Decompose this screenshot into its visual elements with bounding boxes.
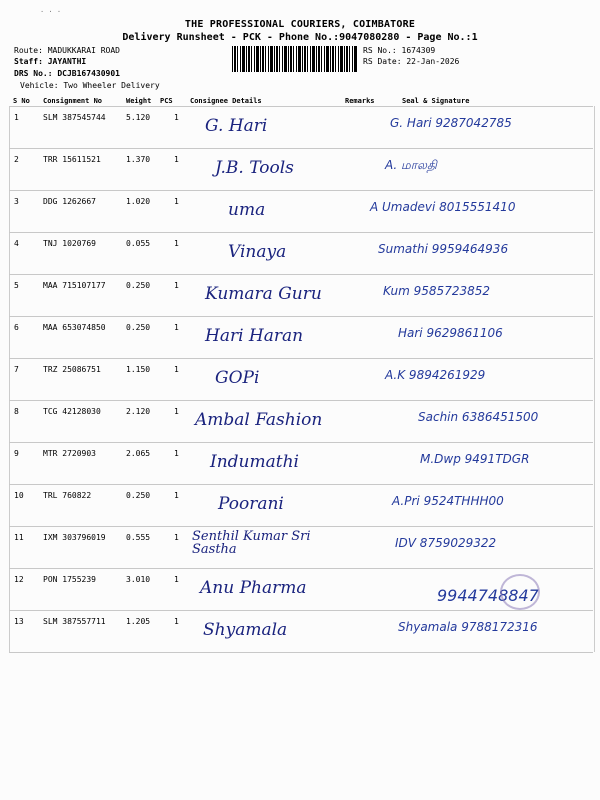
row-consignee-handwritten: J.B. Tools: [215, 158, 294, 178]
row-weight: 0.555: [126, 533, 151, 542]
row-sno: 8: [14, 407, 19, 416]
row-pcs: 1: [174, 197, 179, 206]
row-consignee-handwritten: Vinaya: [228, 242, 287, 262]
row-signature: IDV 8759029322: [395, 536, 497, 550]
row-weight: 2.065: [126, 449, 151, 458]
row-sno: 12: [14, 575, 24, 584]
row-pcs: 1: [174, 533, 179, 542]
row-signature: A. மாலதி: [385, 158, 437, 172]
route-label: Route: MADUKKARAI ROAD: [14, 46, 120, 55]
row-sno: 6: [14, 323, 19, 332]
row-pcs: 1: [174, 617, 179, 626]
row-consignee-handwritten: Ambal Fashion: [195, 410, 323, 430]
row-signature: A Umadevi 8015551410: [370, 200, 516, 214]
runsheet-subtitle: Delivery Runsheet - PCK - Phone No.:9047080280 - Page No.:1: [122, 32, 478, 43]
row-consignment-no: TCG 42128030: [43, 407, 101, 416]
row-pcs: 1: [174, 113, 179, 122]
rs-number: RS No.: 1674309: [363, 46, 436, 55]
company-title: THE PROFESSIONAL COURIERS, COIMBATORE: [184, 19, 416, 30]
row-consignee-handwritten: Indumathi: [210, 452, 299, 472]
rs-date: RS Date: 22-Jan-2026: [363, 57, 460, 66]
row-consignment-no: TRZ 25086751: [43, 365, 101, 374]
row-sno: 5: [14, 281, 19, 290]
rubber-stamp: [500, 574, 540, 610]
row-signature: Hari 9629861106: [398, 326, 503, 340]
table-row: [0, 358, 600, 400]
row-consignee-handwritten: Kumara Guru: [205, 284, 322, 304]
table-row: [0, 526, 600, 568]
row-consignment-no: DDG 1262667: [43, 197, 96, 206]
table-row: [0, 232, 600, 274]
row-consignment-no: TNJ 1020769: [43, 239, 96, 248]
row-pcs: 1: [174, 239, 179, 248]
row-consignee-handwritten: Poorani: [218, 494, 284, 514]
scan-specks: · · ·: [40, 8, 62, 16]
table-row: [0, 106, 600, 148]
row-consignment-no: TRR 15611521: [43, 155, 101, 164]
row-consignee-handwritten: uma: [228, 200, 266, 220]
row-sno: 13: [14, 617, 24, 626]
row-weight: 1.205: [126, 617, 151, 626]
vehicle-label: Vehicle: Two Wheeler Delivery: [20, 81, 160, 90]
row-pcs: 1: [174, 407, 179, 416]
row-pcs: 1: [174, 281, 179, 290]
col-seal: Seal & Signature: [402, 97, 470, 105]
row-weight: 0.055: [126, 239, 151, 248]
row-sno: 10: [14, 491, 24, 500]
row-pcs: 1: [174, 449, 179, 458]
row-weight: 1.370: [126, 155, 151, 164]
row-divider: [9, 652, 593, 653]
row-consignee-handwritten: G. Hari: [205, 116, 268, 136]
table-row: [0, 400, 600, 442]
row-consignment-no: MAA 653074850: [43, 323, 106, 332]
row-sno: 11: [14, 533, 24, 542]
row-consignment-no: MTR 2720903: [43, 449, 96, 458]
row-consignee-handwritten: Senthil Kumar Sri Sastha: [192, 529, 311, 557]
row-signature: Kum 9585723852: [383, 284, 491, 298]
row-weight: 0.250: [126, 281, 151, 290]
row-pcs: 1: [174, 491, 179, 500]
row-signature: Sumathi 9959464936: [378, 242, 509, 256]
table-row: [0, 274, 600, 316]
drs-label: DRS No.: DCJB167430901: [14, 69, 120, 78]
row-consignment-no: TRL 760822: [43, 491, 92, 500]
row-signature: Shyamala 9788172316: [398, 620, 538, 634]
row-consignment-no: PON 1755239: [43, 575, 96, 584]
row-weight: 1.150: [126, 365, 151, 374]
table-row: [0, 190, 600, 232]
row-consignee-handwritten: Hari Haran: [205, 326, 304, 346]
col-sno: S No: [13, 97, 30, 105]
row-weight: 0.250: [126, 491, 151, 500]
row-signature: G. Hari 9287042785: [390, 116, 512, 130]
row-consignee-handwritten: GOPi: [215, 368, 260, 388]
row-consignee-handwritten: Shyamala: [203, 620, 288, 640]
col-weight: Weight: [126, 97, 152, 105]
row-pcs: 1: [174, 575, 179, 584]
row-signature: Sachin 6386451500: [418, 410, 539, 424]
row-consignee-handwritten: Anu Pharma: [200, 578, 307, 598]
row-sno: 1: [14, 113, 19, 122]
row-pcs: 1: [174, 365, 179, 374]
row-sno: 7: [14, 365, 19, 374]
row-signature: 9944748847: [437, 586, 539, 605]
row-signature: A.Pri 9524THHH00: [392, 494, 504, 508]
row-pcs: 1: [174, 323, 179, 332]
table-row: [0, 316, 600, 358]
row-signature: A.K 9894261929: [385, 368, 486, 382]
col-consignment: Consignment No: [43, 97, 103, 105]
row-sno: 9: [14, 449, 19, 458]
row-consignment-no: IXM 303796019: [43, 533, 106, 542]
table-row: [0, 442, 600, 484]
row-consignment-no: SLM 387557711: [43, 617, 106, 626]
row-weight: 3.010: [126, 575, 151, 584]
row-weight: 5.120: [126, 113, 151, 122]
staff-label: Staff: JAYANTHI: [14, 57, 87, 66]
row-sno: 4: [14, 239, 19, 248]
table-row: [0, 610, 600, 652]
col-pcs: PCS: [160, 97, 173, 105]
row-sno: 3: [14, 197, 19, 206]
row-consignment-no: SLM 387545744: [43, 113, 106, 122]
barcode: [232, 46, 358, 72]
row-pcs: 1: [174, 155, 179, 164]
row-consignment-no: MAA 715107177: [43, 281, 106, 290]
row-weight: 2.120: [126, 407, 151, 416]
row-weight: 0.250: [126, 323, 151, 332]
col-remarks: Remarks: [345, 97, 375, 105]
row-signature: M.Dwp 9491TDGR: [420, 452, 530, 466]
row-weight: 1.020: [126, 197, 151, 206]
table-row: [0, 484, 600, 526]
table-row: [0, 148, 600, 190]
row-sno: 2: [14, 155, 19, 164]
col-consignee: Consignee Details: [190, 97, 262, 105]
